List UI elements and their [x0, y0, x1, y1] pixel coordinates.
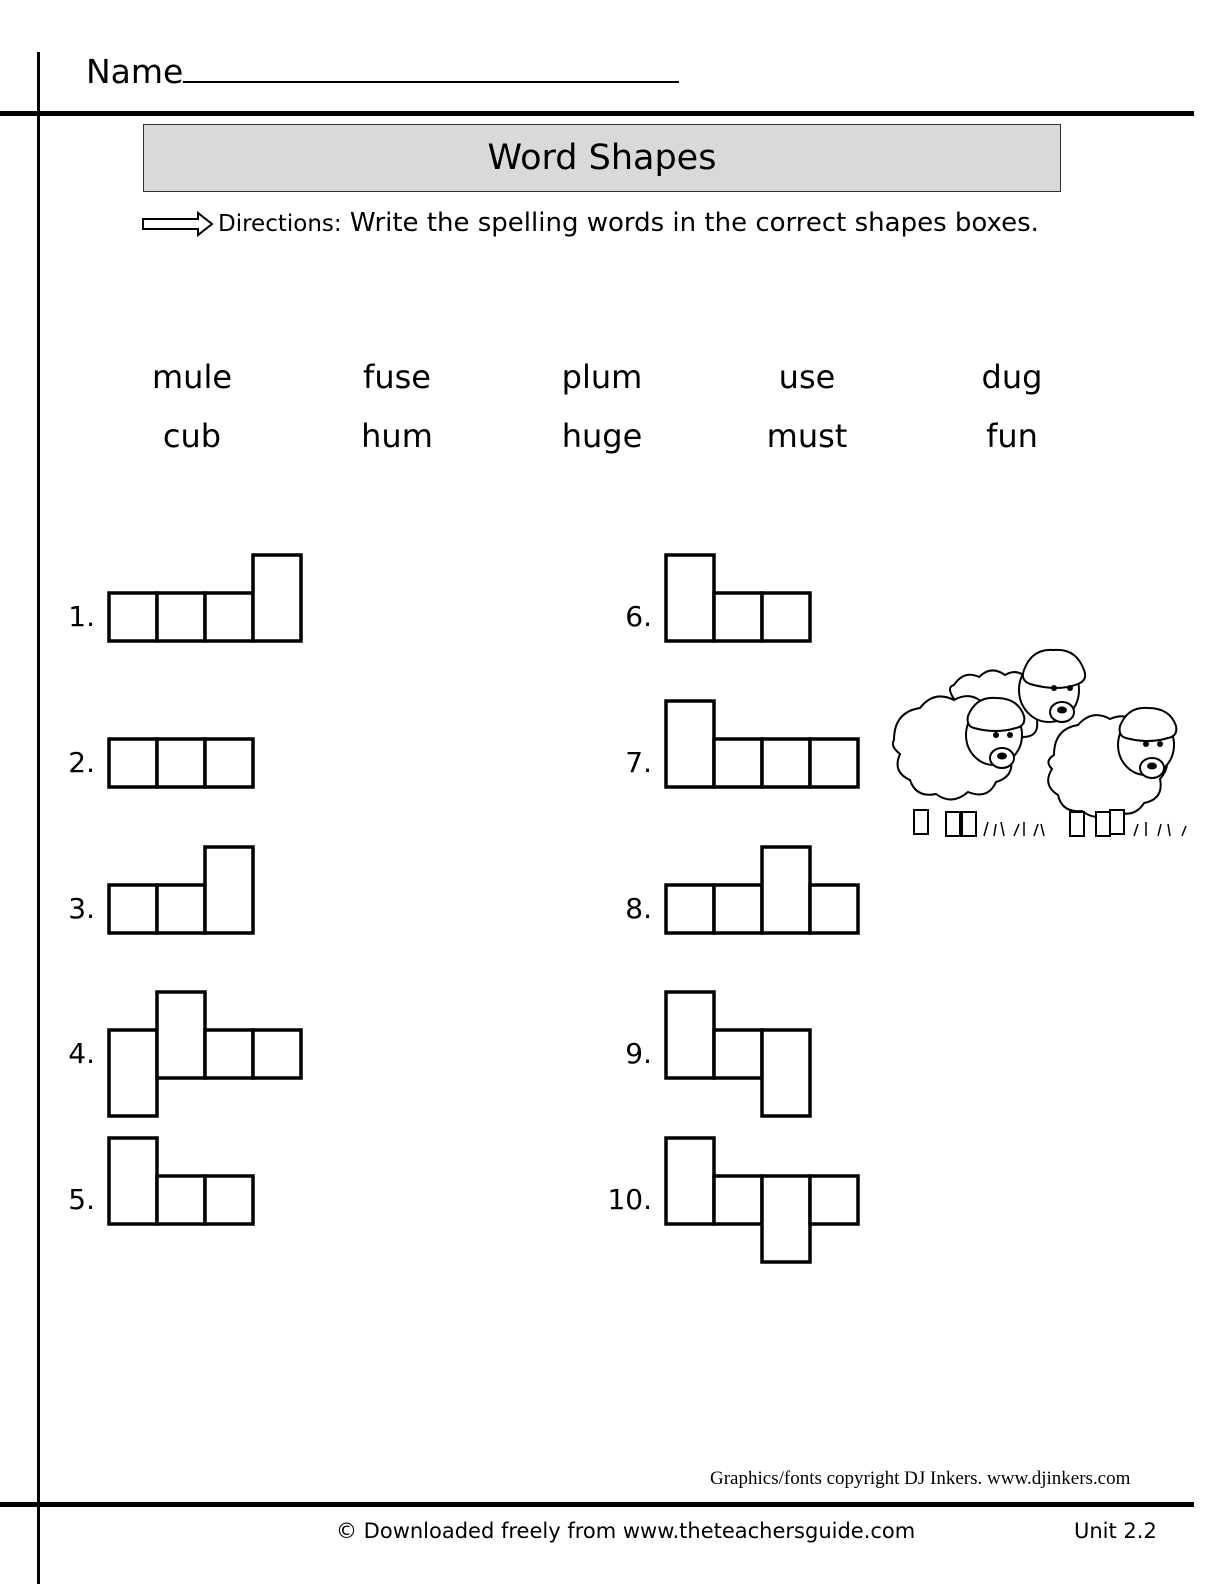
word-bank-word: must — [766, 417, 848, 455]
letter-box-short[interactable] — [109, 593, 157, 641]
letter-box-short[interactable] — [205, 739, 253, 787]
word-bank-word: dug — [981, 358, 1043, 396]
letter-box-tall[interactable] — [666, 701, 714, 787]
word-bank-word: cub — [162, 417, 222, 455]
letter-box-short[interactable] — [157, 1176, 205, 1224]
question-number: 2. — [68, 746, 95, 779]
word-shape-boxes[interactable] — [665, 693, 865, 823]
unit-label: Unit 2.2 — [1074, 1519, 1157, 1543]
margin-line — [37, 52, 40, 1584]
letter-box-descender[interactable] — [762, 1030, 810, 1116]
word-bank-word: hum — [361, 417, 433, 455]
word-bank-word: fun — [986, 417, 1038, 455]
letter-box-short[interactable] — [205, 1030, 253, 1078]
page-title: Word Shapes — [143, 124, 1061, 192]
question-number: 4. — [68, 1037, 95, 1070]
letter-box-short[interactable] — [714, 1030, 762, 1078]
question-number: 6. — [625, 600, 652, 633]
name-field[interactable] — [86, 50, 679, 94]
question-number: 5. — [68, 1183, 95, 1216]
letter-box-descender[interactable] — [762, 1176, 810, 1262]
letter-box-tall[interactable] — [666, 992, 714, 1078]
word-bank-word: use — [778, 358, 836, 396]
word-shape-boxes[interactable] — [665, 547, 865, 677]
word-shape-boxes[interactable] — [108, 1130, 308, 1260]
directions-label: Directions: — [218, 211, 342, 237]
letter-box-short[interactable] — [109, 739, 157, 787]
letter-box-short[interactable] — [714, 885, 762, 933]
letter-box-short[interactable] — [205, 1176, 253, 1224]
letter-box-short[interactable] — [810, 1176, 858, 1224]
word-bank-word: huge — [561, 417, 643, 455]
letter-box-short[interactable] — [810, 885, 858, 933]
copyright-credit: Graphics/fonts copyright DJ Inkers. www.djinkers.com — [710, 1468, 1131, 1489]
directions — [218, 205, 1039, 242]
letter-box-short[interactable] — [714, 1176, 762, 1224]
letter-box-tall[interactable] — [762, 847, 810, 933]
name-underline[interactable] — [183, 51, 679, 83]
word-shape-boxes[interactable] — [108, 547, 308, 677]
letter-box-short[interactable] — [810, 739, 858, 787]
directions-text: Write the spelling words in the correct shapes boxes. — [349, 208, 1039, 238]
letter-box-tall[interactable] — [157, 992, 205, 1078]
footer-divider — [0, 1502, 1194, 1507]
word-shape-boxes[interactable] — [108, 984, 308, 1114]
question-number: 9. — [625, 1037, 652, 1070]
question-number: 10. — [607, 1183, 652, 1216]
letter-box-tall[interactable] — [253, 555, 301, 641]
letter-box-short[interactable] — [762, 593, 810, 641]
header-divider — [0, 111, 1194, 116]
word-bank-word: mule — [151, 358, 233, 396]
letter-box-short[interactable] — [714, 593, 762, 641]
letter-box-tall[interactable] — [666, 555, 714, 641]
word-bank-word: fuse — [363, 358, 431, 396]
question-number: 7. — [625, 746, 652, 779]
word-shape-boxes[interactable] — [665, 984, 865, 1114]
letter-box-short[interactable] — [157, 593, 205, 641]
letter-box-tall[interactable] — [205, 847, 253, 933]
name-label: Name — [86, 52, 184, 91]
word-shape-boxes[interactable] — [665, 1130, 865, 1260]
sheep-flock-icon — [884, 640, 1194, 845]
download-notice: © Downloaded freely from www.theteachersguide.com — [336, 1519, 916, 1543]
arrow-right-icon — [142, 211, 214, 237]
letter-box-short[interactable] — [109, 885, 157, 933]
letter-box-short[interactable] — [666, 885, 714, 933]
letter-box-short[interactable] — [157, 739, 205, 787]
question-number: 3. — [68, 892, 95, 925]
word-bank-word: plum — [561, 358, 643, 396]
letter-box-descender[interactable] — [109, 1030, 157, 1116]
letter-box-short[interactable] — [253, 1030, 301, 1078]
question-number: 8. — [625, 892, 652, 925]
word-shape-boxes[interactable] — [108, 693, 308, 823]
word-shape-boxes[interactable] — [108, 839, 308, 969]
letter-box-tall[interactable] — [666, 1138, 714, 1224]
letter-box-short[interactable] — [205, 593, 253, 641]
letter-box-short[interactable] — [762, 739, 810, 787]
word-shape-boxes[interactable] — [665, 839, 865, 969]
letter-box-tall[interactable] — [109, 1138, 157, 1224]
letter-box-short[interactable] — [714, 739, 762, 787]
letter-box-short[interactable] — [157, 885, 205, 933]
question-number: 1. — [68, 600, 95, 633]
